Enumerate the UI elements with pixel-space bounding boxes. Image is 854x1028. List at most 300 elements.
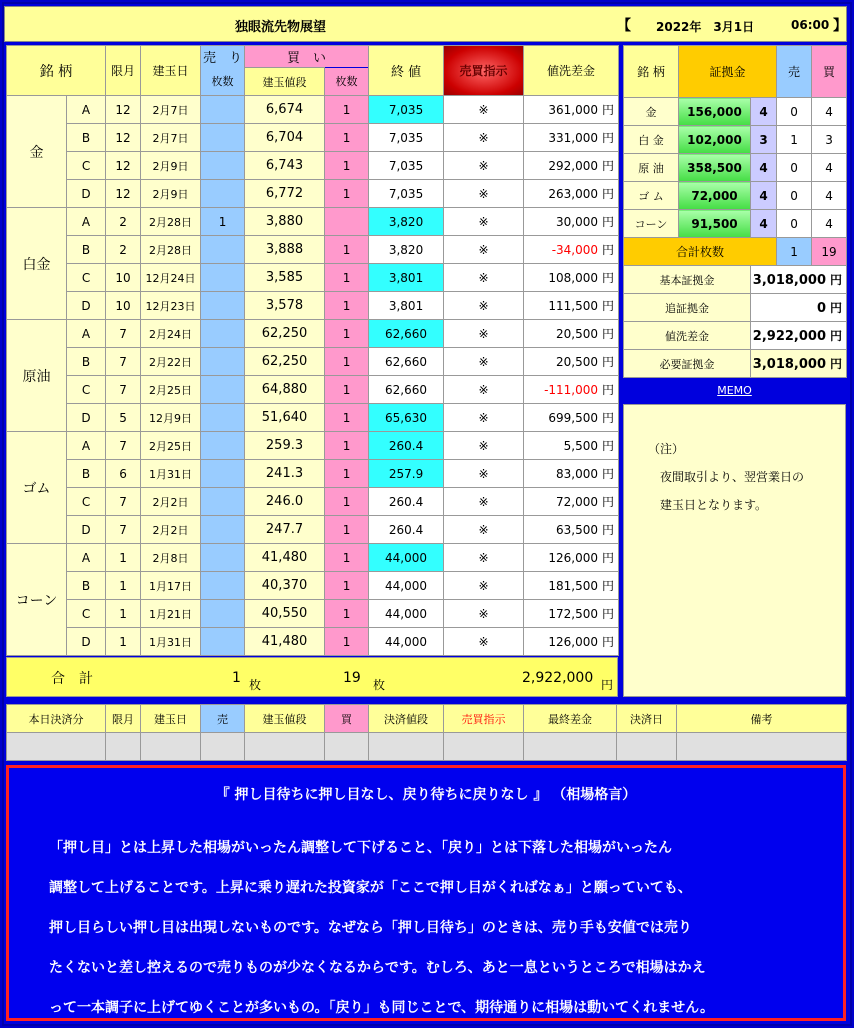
group-name: 白金 [7,208,67,320]
summary-label: 値洗差金 [624,322,751,350]
close-price: 7,035 [369,180,444,208]
settle-col-header: 売買指示 [444,705,524,733]
trade-signal: ※ [444,460,524,488]
yen-unit: 円 [602,327,615,341]
side-col-sell: 売 [777,46,812,98]
buy-count: 1 [325,432,369,460]
contract-month: 7 [106,432,141,460]
buy-count: 1 [325,320,369,348]
mark-to-market [524,516,619,544]
col-brand: 銘 柄 [7,46,106,96]
total-sell: 1 [232,670,241,686]
close-price: 3,801 [369,264,444,292]
contract-month: 12 [106,96,141,124]
sell-count [201,460,245,488]
memo-label[interactable]: MEMO [717,384,752,397]
settle-col-header: 最終差金 [524,705,617,733]
col-sell: 売 り [201,46,245,68]
contract-month: 12 [106,180,141,208]
contract-month: 6 [106,460,141,488]
mark-to-market [524,544,619,572]
open-date: 2月2日 [141,488,201,516]
bracket-close: 】 [833,18,847,34]
trade-signal: ※ [444,320,524,348]
contract-month: 2 [106,236,141,264]
open-date: 2月25日 [141,432,201,460]
settle-cell [444,733,524,761]
yen-unit: 円 [602,103,615,117]
row-index: A [67,432,106,460]
mark-to-market [524,404,619,432]
position-row [7,488,619,516]
margin-row [624,182,847,210]
total-count-buy: 19 [812,238,847,266]
settle-cell [106,733,141,761]
close-price: 62,660 [369,320,444,348]
trade-signal: ※ [444,264,524,292]
buy-count: 1 [325,348,369,376]
yen-unit: 円 [602,215,615,229]
yen-unit: 円 [602,523,615,537]
margin-count: 3 [751,126,777,154]
trade-signal: ※ [444,124,524,152]
diff-value: -34,000 [551,243,599,257]
open-price: 247.7 [245,516,325,544]
margin-count: 4 [751,182,777,210]
positions-table [6,45,619,656]
sell-count [201,544,245,572]
position-row [7,124,619,152]
mark-to-market [524,432,619,460]
diff-value: 172,500 [548,607,599,621]
position-row [7,376,619,404]
sell-count [201,236,245,264]
buy-count: 1 [325,516,369,544]
margin-sell: 0 [777,154,812,182]
buy-count: 1 [325,544,369,572]
yen-unit: 円 [602,355,615,369]
position-row [7,292,619,320]
open-price: 3,888 [245,236,325,264]
group-name: コーン [7,544,67,656]
open-date: 2月7日 [141,96,201,124]
yen-unit: 円 [602,131,615,145]
settle-col-header: 買 [325,705,369,733]
sell-count [201,348,245,376]
margin-brand: 金 [624,98,679,126]
contract-month: 10 [106,264,141,292]
summary-row [624,294,847,322]
diff-value: 126,000 [548,635,599,649]
settle-cell [7,733,106,761]
trade-signal: ※ [444,404,524,432]
maxim-body [9,828,843,1028]
position-row [7,628,619,656]
margin-count: 4 [751,210,777,238]
margin-sell: 1 [777,126,812,154]
row-index: C [67,264,106,292]
margin-buy: 4 [812,154,847,182]
margin-table [623,45,847,378]
open-price: 40,550 [245,600,325,628]
diff-value: 63,500 [556,523,599,537]
trade-signal: ※ [444,348,524,376]
maxim-line: たくないと差し控えるので売りものが少なくなるからです。むしろ、あと一息というところで相場はかえ [49,960,706,976]
row-index: D [67,180,106,208]
maxim-line: 押し目らしい押し目は出現しないものです。なぜなら「押し目待ち」のときは、売り手も安値では売り [49,920,692,936]
row-index: A [67,96,106,124]
open-price: 51,640 [245,404,325,432]
margin-amount: 156,000 [679,98,751,126]
buy-count: 1 [325,264,369,292]
buy-count: 1 [325,292,369,320]
close-price: 3,801 [369,292,444,320]
row-index: A [67,544,106,572]
open-price: 259.3 [245,432,325,460]
buy-count: 1 [325,96,369,124]
total-sell-unit: 枚 [249,678,262,692]
settle-header-row [7,705,847,733]
open-date: 1月21日 [141,600,201,628]
yen-unit: 円 [602,411,615,425]
position-row [7,432,619,460]
trade-signal: ※ [444,600,524,628]
sell-count [201,572,245,600]
group-name: 原油 [7,320,67,432]
total-label: 合 計 [51,671,93,687]
diff-value: 361,000 [548,103,599,117]
contract-month: 10 [106,292,141,320]
position-row [7,152,619,180]
yen-unit: 円 [602,383,615,397]
close-price: 257.9 [369,460,444,488]
open-date: 12月23日 [141,292,201,320]
row-index: D [67,404,106,432]
open-date: 2月8日 [141,544,201,572]
memo-line: 夜間取引より、翌営業日の [648,470,805,484]
margin-sell: 0 [777,182,812,210]
total-diff-unit: 円 [601,678,614,692]
open-price: 62,250 [245,320,325,348]
yen-unit: 円 [602,439,615,453]
mark-to-market [524,460,619,488]
mark-to-market [524,376,619,404]
buy-count: 1 [325,572,369,600]
maxim-title: 『 押し目待ちに押し目なし、戻り待ちに戻りなし 』 （相場格言） [215,787,637,803]
open-date: 2月22日 [141,348,201,376]
close-price: 65,630 [369,404,444,432]
diff-value: -111,000 [544,383,599,397]
buy-count: 1 [325,628,369,656]
settle-col-header: 決済値段 [369,705,444,733]
summary-row [624,322,847,350]
sell-count [201,264,245,292]
trade-signal: ※ [444,376,524,404]
settle-cell [369,733,444,761]
close-price: 260.4 [369,488,444,516]
settle-col-header: 建玉日 [141,705,201,733]
position-row [7,404,619,432]
trade-signal: ※ [444,544,524,572]
summary-amount: 0 [816,301,826,316]
trade-signal: ※ [444,572,524,600]
sell-count [201,404,245,432]
margin-buy: 4 [812,182,847,210]
open-date: 2月24日 [141,320,201,348]
contract-month: 7 [106,488,141,516]
position-row [7,264,619,292]
total-diff: 2,922,000 [522,670,594,686]
row-index: B [67,572,106,600]
yen-unit: 円 [602,495,615,509]
side-col-buy: 買 [812,46,847,98]
settle-cell [245,733,325,761]
mark-to-market [524,152,619,180]
group-name: 金 [7,96,67,208]
sell-count [201,292,245,320]
row-index: D [67,292,106,320]
sell-count [201,516,245,544]
sell-count [201,488,245,516]
open-price: 3,585 [245,264,325,292]
mark-to-market [524,320,619,348]
settle-cell [524,733,617,761]
yen-unit: 円 [602,635,615,649]
side-col-margin: 証拠金 [679,46,777,98]
settle-col-header: 決済日 [617,705,677,733]
close-price: 7,035 [369,124,444,152]
settle-cell [677,733,847,761]
open-date: 2月25日 [141,376,201,404]
sell-count [201,320,245,348]
close-price: 44,000 [369,600,444,628]
row-index: A [67,320,106,348]
margin-sell: 0 [777,210,812,238]
settle-col-header: 限月 [106,705,141,733]
close-price: 44,000 [369,572,444,600]
yen-unit: 円 [830,329,843,343]
trade-signal: ※ [444,628,524,656]
diff-value: 111,500 [548,299,599,313]
margin-amount: 72,000 [679,182,751,210]
row-index: C [67,488,106,516]
diff-value: 292,000 [548,159,599,173]
settle-col-header: 本日決済分 [7,705,106,733]
mark-to-market [524,96,619,124]
close-price: 62,660 [369,376,444,404]
open-price: 40,370 [245,572,325,600]
diff-value: 20,500 [556,327,599,341]
mark-to-market [524,348,619,376]
summary-label: 追証拠金 [624,294,751,322]
row-index: B [67,124,106,152]
yen-unit: 円 [602,299,615,313]
margin-count: 4 [751,154,777,182]
contract-month: 7 [106,376,141,404]
open-date: 2月9日 [141,180,201,208]
open-date: 1月31日 [141,460,201,488]
open-price: 62,250 [245,348,325,376]
close-price: 62,660 [369,348,444,376]
col-date: 建玉日 [141,46,201,96]
col-close: 終 値 [369,46,444,96]
open-date: 2月28日 [141,236,201,264]
position-row [7,180,619,208]
diff-value: 331,000 [548,131,599,145]
open-date: 1月31日 [141,628,201,656]
close-price: 3,820 [369,208,444,236]
diff-value: 30,000 [556,215,599,229]
total-buy: 19 [343,670,361,686]
open-price: 241.3 [245,460,325,488]
position-row [7,236,619,264]
trade-signal: ※ [444,292,524,320]
diff-value: 83,000 [556,467,599,481]
diff-value: 108,000 [548,271,599,285]
contract-month: 7 [106,320,141,348]
margin-sell: 0 [777,98,812,126]
row-index: C [67,600,106,628]
margin-buy: 4 [812,98,847,126]
close-price: 7,035 [369,152,444,180]
yen-unit: 円 [602,271,615,285]
title-bar [4,6,847,42]
margin-brand: コーン [624,210,679,238]
total-count-sell: 1 [777,238,812,266]
contract-month: 12 [106,152,141,180]
summary-row [624,266,847,294]
col-price: 建玉値段 [245,68,325,96]
side-col-brand: 銘 柄 [624,46,679,98]
margin-buy: 3 [812,126,847,154]
summary-value [751,294,847,322]
open-price: 246.0 [245,488,325,516]
summary-label: 必要証拠金 [624,350,751,378]
contract-month: 7 [106,516,141,544]
memo-line: 建玉日となります。 [648,498,768,512]
mark-to-market [524,264,619,292]
open-price: 6,704 [245,124,325,152]
position-row [7,348,619,376]
position-row [7,572,619,600]
sell-count [201,376,245,404]
sell-count [201,152,245,180]
summary-value [751,322,847,350]
contract-month: 1 [106,600,141,628]
total-buy-unit: 枚 [373,678,386,692]
open-date: 2月28日 [141,208,201,236]
row-index: B [67,348,106,376]
open-price: 64,880 [245,376,325,404]
sell-count: 1 [201,208,245,236]
col-buy-count: 枚数 [325,68,369,96]
open-price: 3,880 [245,208,325,236]
close-price: 7,035 [369,96,444,124]
summary-row [624,350,847,378]
settle-empty-row [7,733,847,761]
position-row [7,516,619,544]
contract-month: 1 [106,544,141,572]
maxim-line: 調整して上げることです。上昇に乗り遅れた投資家が「ここで押し目がくればなぁ」と願っていても、 [49,880,692,896]
trade-signal: ※ [444,208,524,236]
report-time: 06:00 [791,18,830,32]
margin-row [624,126,847,154]
margin-row [624,154,847,182]
row-index: A [67,208,106,236]
sell-count [201,180,245,208]
sell-count [201,628,245,656]
position-row [7,600,619,628]
margin-row [624,98,847,126]
buy-count: 1 [325,376,369,404]
trade-signal: ※ [444,180,524,208]
yen-unit: 円 [602,187,615,201]
open-price: 41,480 [245,544,325,572]
diff-value: 126,000 [548,551,599,565]
open-date: 12月9日 [141,404,201,432]
margin-amount: 358,500 [679,154,751,182]
yen-unit: 円 [830,357,843,371]
open-date: 2月7日 [141,124,201,152]
buy-count: 1 [325,236,369,264]
buy-count: 1 [325,152,369,180]
close-price: 3,820 [369,236,444,264]
margin-count: 4 [751,98,777,126]
total-count-label: 合計枚数 [624,238,777,266]
col-sell-count: 枚数 [201,68,245,96]
row-index: B [67,460,106,488]
open-date: 2月2日 [141,516,201,544]
position-row [7,320,619,348]
group-name: ゴム [7,432,67,544]
contract-month: 1 [106,628,141,656]
diff-value: 181,500 [548,579,599,593]
settle-col-header: 売 [201,705,245,733]
yen-unit: 円 [830,301,843,315]
settle-cell [201,733,245,761]
summary-label: 基本証拠金 [624,266,751,294]
position-row [7,544,619,572]
mark-to-market [524,124,619,152]
mark-to-market [524,628,619,656]
close-price: 260.4 [369,432,444,460]
yen-unit: 円 [830,273,843,287]
row-index: C [67,152,106,180]
contract-month: 7 [106,348,141,376]
close-price: 44,000 [369,544,444,572]
open-price: 6,743 [245,152,325,180]
sell-count [201,124,245,152]
close-price: 260.4 [369,516,444,544]
buy-count: 1 [325,488,369,516]
yen-unit: 円 [602,551,615,565]
position-row [7,96,619,124]
settle-cell [141,733,201,761]
col-month: 限月 [106,46,141,96]
mark-to-market [524,236,619,264]
page-title: 独眼流先物展望 [235,20,327,35]
sell-count [201,96,245,124]
buy-count: 1 [325,404,369,432]
settlement-table [6,704,847,761]
settle-cell [325,733,369,761]
settle-col-header: 建玉値段 [245,705,325,733]
summary-amount: 3,018,000 [752,273,826,288]
open-price: 6,674 [245,96,325,124]
buy-count: 1 [325,460,369,488]
col-diff: 値洗差金 [524,46,619,96]
trade-signal: ※ [444,96,524,124]
